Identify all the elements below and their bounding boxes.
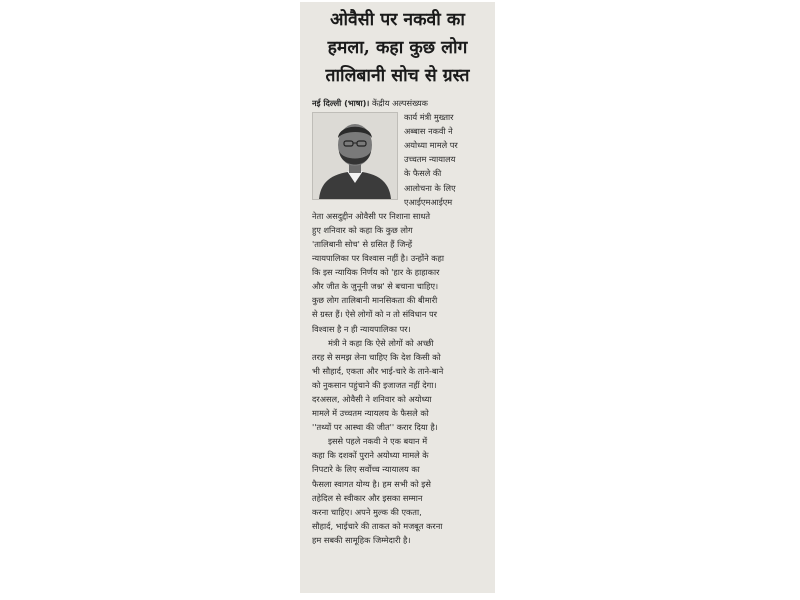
text-line: निपटारे के लिए सर्वोच्च न्यायालय का (312, 464, 420, 475)
text-line: हम सबकी सामूहिक जिम्मेदारी है। (312, 534, 411, 545)
text-line: मंत्री ने कहा कि ऐसे लोगों को अच्छी (328, 337, 434, 348)
text-line: 'तालिबानी सोच' से ग्रसित हैं जिन्हें (312, 238, 413, 249)
text-line: तरह से समझ लेना चाहिए कि देश किसी को (312, 351, 441, 362)
text-line: आलोचना के लिए (404, 182, 456, 193)
text-line: करना चाहिए। अपने मुल्क की एकता, (312, 506, 422, 517)
article-first-line (312, 96, 491, 110)
text-line: न्यायपालिका पर विश्वास नहीं है। उन्होंने कहा (312, 253, 445, 264)
photo-row (312, 110, 491, 209)
text-line: से ग्रस्त हैं। ऐसे लोगों को न तो संविधान पर (312, 309, 437, 320)
text-line: उच्चतम न्यायालय (404, 154, 456, 165)
dateline: नई दिल्ली (भाषा)। (312, 98, 370, 108)
text-line: दरअसल, ओवैसी ने शनिवार को अयोध्या (312, 393, 432, 404)
text-line: और जीत के जुनूनी जश्न' से बचाना चाहिए। (312, 281, 439, 292)
text-line: नेता असदुद्दीन ओवैसी पर निशाना साधते (312, 210, 431, 221)
headline-line: ओवैसी पर नकवी का (330, 10, 465, 30)
portrait-photo (312, 112, 398, 200)
text-line: कि इस न्यायिक निर्णय को 'हार के हाहाकार (312, 267, 440, 278)
text-line: कार्य मंत्री मुख्तार (404, 112, 454, 123)
text-line: विश्वास है न ही न्यायपालिका पर। (312, 323, 411, 334)
article-body (300, 96, 495, 547)
portrait-illustration (313, 113, 397, 199)
text-line: ''तथ्यों पर आस्था की जीत'' करार दिया है। (312, 422, 438, 433)
text-line: कहा कि दशकों पुराने अयोध्या मामले के (312, 450, 429, 461)
text-line: तहेदिल से स्वीकार और इसका सम्मान (312, 492, 423, 503)
text-line: भी सौहार्द, एकता और भाई-चारे के ताने-बाने (312, 365, 444, 376)
lead-text: केंद्रीय अल्पसंख्यक (369, 98, 428, 108)
text-line: मामले में उच्चतम न्यायलय के फैसले को (312, 408, 429, 419)
headline-line: तालिबानी सोच से ग्रस्त (325, 66, 470, 86)
headline (304, 6, 491, 90)
text-line: हुए शनिवार को कहा कि कुछ लोग (312, 224, 413, 235)
text-line: फैसला स्वागत योग्य है। हम सभी को इसे (312, 478, 431, 489)
text-line: के फैसले की (404, 168, 442, 179)
text-line: कुछ लोग तालिबानी मानसिकता की बीमारी (312, 295, 438, 306)
photo-side-text (404, 110, 491, 209)
text-line: अयोध्या मामले पर (404, 140, 458, 151)
text-line: को नुकसान पहुंचाने की इजाजत नहीं देगा। (312, 379, 437, 390)
text-line: एआईएमआईएम (404, 196, 453, 207)
headline-line: हमला, कहा कुछ लोग (327, 38, 468, 58)
text-line: सौहार्द, भाईचारे की ताकत को मजबूत करना (312, 520, 443, 531)
text-line: इससे पहले नकवी ने एक बयान में (328, 436, 428, 447)
text-line: अब्बास नकवी ने (404, 126, 453, 137)
newspaper-clipping (300, 2, 495, 593)
